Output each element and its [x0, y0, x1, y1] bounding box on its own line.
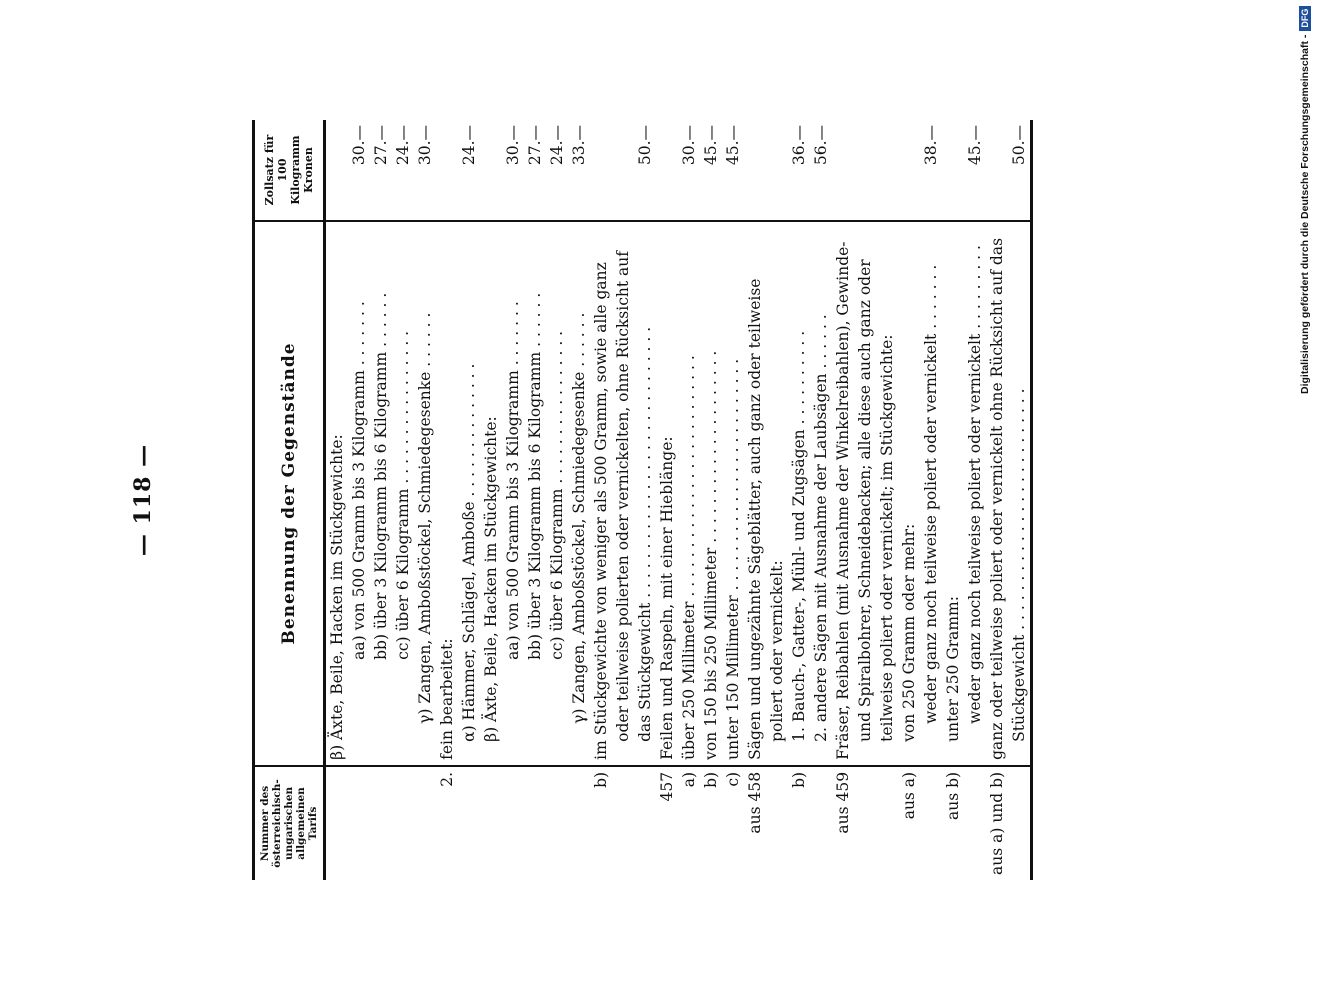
duty-rate-cell: 33.—: [570, 125, 588, 166]
tariff-number-cell: 457: [658, 771, 676, 802]
duty-rate-cell: 27.—: [372, 125, 390, 166]
table-body: [325, 120, 1032, 880]
duty-rate-cell: 24.—: [548, 125, 566, 166]
tariff-number-cell: [325, 766, 349, 880]
goods-description-cell: Feilen und Raspeln, mit einer Hieblänge:: [658, 436, 676, 760]
tariff-number-cell: [524, 766, 546, 880]
tariff-number-cell: [480, 766, 502, 880]
duty-rate-cell: 24.—: [394, 125, 412, 166]
goods-description-cell: von 250 Gramm oder mehr:: [900, 523, 918, 742]
table-row: [656, 120, 678, 880]
goods-description-cell: unter 150 Millimeter . . . . . . . . . . . . . . . . . . . . . . . .: [724, 358, 742, 760]
duty-rate-cell: [942, 120, 964, 221]
tariff-number-cell: [502, 766, 524, 880]
duty-rate-cell: 30.—: [350, 125, 368, 166]
page-number: — 118 —: [130, 443, 156, 557]
tariff-number-cell: c): [724, 771, 742, 787]
goods-description-cell: bb) über 3 Kilogramm bis 6 Kilogramm . . . . . .: [526, 292, 544, 660]
goods-description-cell: fein bearbeitet:: [438, 638, 456, 760]
table-row: [348, 120, 370, 880]
table-row: [546, 120, 568, 880]
duty-rate-cell: [325, 120, 349, 221]
goods-description-cell: bb) über 3 Kilogramm bis 6 Kilogramm . . . . . .: [372, 292, 390, 660]
table-row: [568, 120, 590, 880]
tariff-number-cell: [546, 766, 568, 880]
table-row: [942, 120, 964, 880]
tariff-number-cell: aus b): [944, 771, 962, 820]
header-goods-name: Benennung der Gegenstände: [254, 221, 325, 766]
table-row: [370, 120, 392, 880]
goods-description-cell: weder ganz noch teilweise poliert oder vernickelt . . . . . . . . .: [966, 245, 984, 724]
tariff-number-cell: [392, 766, 414, 880]
header-tariff-number: Nummer des österreichisch-ungarischen allgemeinen Tarifs: [254, 766, 325, 880]
table-row: [436, 120, 458, 880]
table-row: [458, 120, 480, 880]
duty-rate-cell: 30.—: [504, 125, 522, 166]
tariff-number-cell: [414, 766, 436, 880]
tariff-number-cell: 2.: [438, 771, 456, 787]
goods-description-cell: im Stückgewichte von weniger als 500 Gramm, sowie alle ganz oder teilweise polierten oder vernickelten, ohne Rücksicht auf das Stückgewicht . . . . . . . . . . . . . . . . . . . . . . . . . . . .: [592, 250, 654, 760]
duty-rate-cell: [436, 120, 458, 221]
duty-rate-cell: [480, 120, 502, 221]
table-row: [392, 120, 414, 880]
table-row: [590, 120, 656, 880]
table-header: [254, 120, 325, 880]
table-row: [810, 120, 832, 880]
table-row: [414, 120, 436, 880]
goods-description-cell: ganz oder teilweise poliert oder vernickelt ohne Rücksicht auf das Stückgewicht . . . . . . . . . . . . . . . . . . . . . . . . .: [988, 237, 1028, 760]
tariff-number-cell: aus a) und b): [986, 766, 1032, 880]
duty-rate-cell: 27.—: [526, 125, 544, 166]
duty-rate-cell: 38.—: [922, 125, 940, 166]
duty-rate-cell: 50.—: [986, 120, 1032, 221]
goods-description-cell: γ) Zangen, Amboßstöckel, Schmiedegesenke . . . . . .: [416, 312, 434, 724]
table-row: [744, 120, 788, 880]
duty-rate-cell: 56.—: [812, 125, 830, 166]
table-row: [678, 120, 700, 880]
goods-description-cell: Fräser, Reibahlen (mit Ausnahme der Winkelreibahlen), Gewinde- und Spiralbohrer, Schneidebacken; alle diese auch ganz oder teilweise poliert oder vernickelt; im Stückgewichte:: [834, 241, 896, 760]
duty-rate-cell: 45.—: [702, 125, 720, 166]
tariff-number-cell: [370, 766, 392, 880]
tariff-number-cell: aus 459: [834, 771, 852, 834]
goods-description-cell: γ) Zangen, Amboßstöckel, Schmiedegesenke . . . . . .: [570, 312, 588, 724]
duty-rate-cell: 30.—: [416, 125, 434, 166]
tariff-number-cell: b): [790, 771, 808, 788]
table-row: [920, 120, 942, 880]
table-row: [898, 120, 920, 880]
dfg-logo: DFG: [1299, 6, 1311, 31]
goods-description-cell: unter 250 Gramm:: [944, 596, 962, 742]
table-row: [524, 120, 546, 880]
table-row: [700, 120, 722, 880]
tariff-number-cell: [810, 766, 832, 880]
tariff-number-cell: [920, 766, 942, 880]
goods-description-cell: α) Hämmer, Schlägel, Amboße . . . . . . . . . . . . . .: [460, 363, 478, 742]
table-row: [832, 120, 898, 880]
table-row: [964, 120, 986, 880]
table-row: [502, 120, 524, 880]
goods-description-cell: β) Äxte, Beile, Hacken im Stückgewichte:: [482, 416, 500, 742]
goods-description-cell: aa) von 500 Gramm bis 3 Kilogramm . . . . . . .: [504, 301, 522, 660]
duty-rate-cell: 45.—: [966, 125, 984, 166]
table-row: [986, 120, 1032, 880]
table-row: [480, 120, 502, 880]
goods-description-cell: Sägen und ungezähnte Sägeblätter, auch ganz oder teilweise poliert oder vernickelt:: [746, 278, 786, 760]
goods-description-cell: weder ganz noch teilweise poliert oder vernickelt . . . . . . .: [922, 264, 940, 724]
duty-rate-cell: 50.—: [636, 125, 654, 166]
digitization-note: [1292, 6, 1318, 394]
tariff-number-cell: [964, 766, 986, 880]
tariff-number-cell: b): [702, 771, 720, 788]
duty-rate-cell: 30.—: [680, 125, 698, 166]
duty-rate-cell: 45.—: [724, 125, 742, 166]
tariff-number-cell: aus a): [900, 771, 918, 820]
table-row: [325, 120, 349, 880]
duty-rate-cell: 36.—: [790, 125, 808, 166]
goods-description-cell: 1. Bauch-, Gatter-, Mühl- und Zugsägen . . . . . . . . . .: [790, 330, 808, 742]
duty-rate-cell: [898, 120, 920, 221]
tariff-table: [252, 120, 1033, 880]
tariff-number-cell: b): [592, 771, 610, 788]
table-row: [788, 120, 810, 880]
rotated-page: [130, 120, 1130, 880]
goods-description-cell: von 150 bis 250 Millimeter . . . . . . . . . . . . . . . . . . . .: [702, 350, 720, 760]
duty-rate-cell: [744, 120, 788, 221]
header-duty-rate: Zollsatz für 100 Kilogramm Kronen: [254, 120, 325, 221]
tariff-number-cell: aus 458: [746, 771, 764, 834]
duty-rate-cell: 24.—: [460, 125, 478, 166]
tariff-number-cell: [458, 766, 480, 880]
goods-description-cell: cc) über 6 Kilogramm . . . . . . . . . . . . . . . .: [548, 330, 566, 660]
duty-rate-cell: [656, 120, 678, 221]
tariff-number-cell: a): [680, 771, 698, 788]
table-row: [722, 120, 744, 880]
goods-description-cell: 2. andere Sägen mit Ausnahme der Laubsägen . . . . . .: [812, 314, 830, 742]
duty-rate-cell: [832, 120, 898, 221]
goods-description-cell: über 250 Millimeter . . . . . . . . . . . . . . . . . . . . . . . . .: [680, 355, 698, 760]
digitization-text: Digitalisierung gefördert durch die Deutsche Forschungsgemeinschaft -: [1299, 34, 1311, 394]
goods-description-cell: cc) über 6 Kilogramm . . . . . . . . . . . . . . . .: [394, 330, 412, 660]
tariff-number-cell: [568, 766, 590, 880]
tariff-number-cell: [348, 766, 370, 880]
goods-description-cell: β) Äxte, Beile, Hacken im Stückgewichte:: [328, 434, 346, 760]
goods-description-cell: aa) von 500 Gramm bis 3 Kilogramm . . . . . . .: [350, 301, 368, 660]
